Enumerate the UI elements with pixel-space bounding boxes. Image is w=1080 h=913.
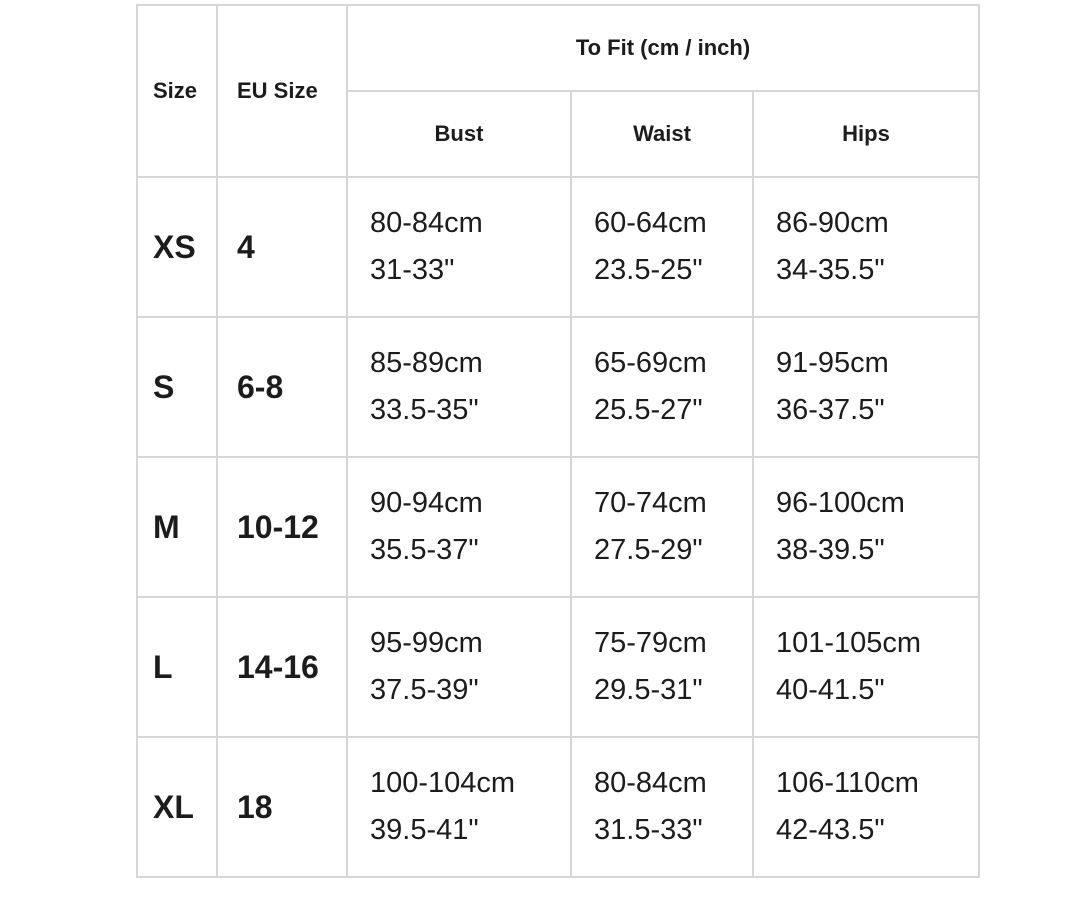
- waist-cm: 60-64cm: [594, 207, 707, 239]
- hips-inch: 38-39.5": [776, 534, 885, 566]
- size-row-xl: [137, 737, 979, 877]
- header-to-fit: To Fit (cm / inch): [347, 5, 979, 91]
- eu-size-value: 10-12: [217, 457, 347, 597]
- bust-inch: 31-33": [370, 254, 455, 286]
- bust-cm: 95-99cm: [370, 627, 483, 659]
- eu-size-value: 18: [217, 737, 347, 877]
- bust-cell: [347, 177, 571, 317]
- waist-cell: [571, 317, 753, 457]
- waist-cell: [571, 737, 753, 877]
- bust-inch: 35.5-37": [370, 534, 479, 566]
- waist-cell: [571, 457, 753, 597]
- bust-cm: 90-94cm: [370, 487, 483, 519]
- waist-cm: 80-84cm: [594, 767, 707, 799]
- hips-inch: 34-35.5": [776, 254, 885, 286]
- hips-cell: [753, 317, 979, 457]
- size-row-s: [137, 317, 979, 457]
- hips-cm: 91-95cm: [776, 347, 889, 379]
- hips-cm: 101-105cm: [776, 627, 922, 659]
- bust-cm: 100-104cm: [370, 767, 516, 799]
- size-label: XL: [137, 737, 217, 877]
- bust-cm: 80-84cm: [370, 207, 483, 239]
- hips-cm: 86-90cm: [776, 207, 889, 239]
- waist-cell: [571, 597, 753, 737]
- waist-inch: 25.5-27": [594, 394, 703, 426]
- header-waist: Waist: [571, 91, 753, 177]
- bust-cell: [347, 317, 571, 457]
- bust-inch: 39.5-41": [370, 814, 479, 846]
- header-size: Size: [137, 5, 217, 177]
- waist-cell: [571, 177, 753, 317]
- hips-inch: 40-41.5": [776, 674, 885, 706]
- size-label: L: [137, 597, 217, 737]
- size-label: XS: [137, 177, 217, 317]
- bust-cell: [347, 457, 571, 597]
- bust-inch: 37.5-39": [370, 674, 479, 706]
- waist-inch: 31.5-33": [594, 814, 703, 846]
- bust-cell: [347, 597, 571, 737]
- waist-cm: 65-69cm: [594, 347, 707, 379]
- header-eu-size: EU Size: [217, 5, 347, 177]
- waist-inch: 23.5-25": [594, 254, 703, 286]
- waist-inch: 27.5-29": [594, 534, 703, 566]
- hips-inch: 42-43.5": [776, 814, 885, 846]
- size-label: S: [137, 317, 217, 457]
- size-row-xs: [137, 177, 979, 317]
- hips-cell: [753, 177, 979, 317]
- eu-size-value: 4: [217, 177, 347, 317]
- eu-size-value: 14-16: [217, 597, 347, 737]
- hips-cell: [753, 597, 979, 737]
- hips-cell: [753, 457, 979, 597]
- bust-cm: 85-89cm: [370, 347, 483, 379]
- waist-cm: 70-74cm: [594, 487, 707, 519]
- size-row-m: [137, 457, 979, 597]
- hips-cm: 106-110cm: [776, 767, 919, 799]
- waist-cm: 75-79cm: [594, 627, 707, 659]
- bust-cell: [347, 737, 571, 877]
- bust-inch: 33.5-35": [370, 394, 479, 426]
- size-chart-table: [136, 4, 980, 878]
- header-hips: Hips: [753, 91, 979, 177]
- size-row-l: [137, 597, 979, 737]
- waist-inch: 29.5-31": [594, 674, 703, 706]
- hips-cm: 96-100cm: [776, 487, 905, 519]
- hips-inch: 36-37.5": [776, 394, 885, 426]
- eu-size-value: 6-8: [217, 317, 347, 457]
- size-label: M: [137, 457, 217, 597]
- header-bust: Bust: [347, 91, 571, 177]
- hips-cell: [753, 737, 979, 877]
